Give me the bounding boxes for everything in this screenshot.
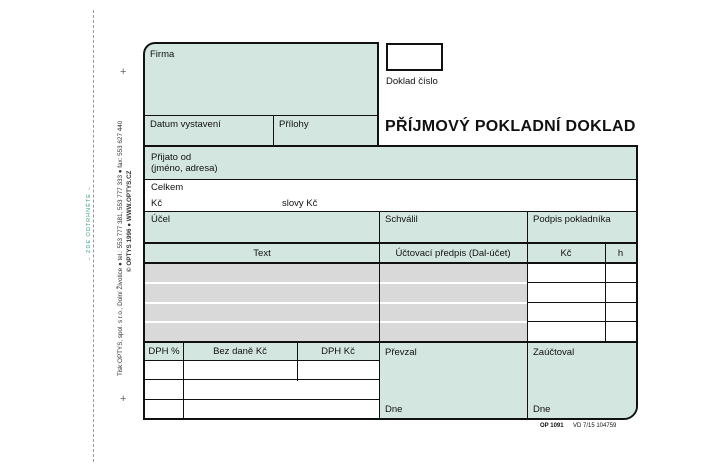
document-title: PŘÍJMOVÝ POKLADNÍ DOKLAD xyxy=(385,118,636,135)
document-number-box[interactable] xyxy=(386,43,443,71)
prilohy-label: Přílohy xyxy=(279,119,309,130)
vat-header-bez-dane: Bez daně Kč xyxy=(213,346,267,357)
document-number-label: Doklad číslo xyxy=(386,76,438,87)
prijato-od-label: Přijato od xyxy=(151,152,192,163)
header-vdivider xyxy=(273,115,274,146)
publisher-info: © OPTYS 1996 ● WWW.OPTYS.CZ xyxy=(126,170,133,272)
plus-mark-bottom: + xyxy=(120,393,127,405)
cut-here-label: → ZDE ODTRHNĚTE ← xyxy=(86,184,92,262)
prevzal-label: Převzal xyxy=(385,347,417,358)
row-line xyxy=(527,282,636,283)
row-line xyxy=(145,399,379,400)
printer-info: Tisk:OPTYS, spol. s r.o., Dolní Životice ● tel.: 553 777 381, 553 777 333 ● fax: 553 627 440 xyxy=(117,120,124,376)
header-divider xyxy=(144,115,378,116)
row-line xyxy=(145,360,379,361)
row-line xyxy=(527,321,636,322)
celkem-label: Celkem xyxy=(151,182,184,193)
zauctoval-label: Zaúčtoval xyxy=(533,347,575,358)
row-line xyxy=(527,302,636,303)
main-form xyxy=(143,145,638,420)
podpis-pokladnika-label: Podpis pokladníka xyxy=(533,214,611,225)
datum-vystaveni-label: Datum vystavení xyxy=(150,119,221,130)
vat-header-dph-pct: DPH % xyxy=(148,346,180,357)
col-line xyxy=(527,211,528,418)
schvalil-label: Schválil xyxy=(385,214,418,225)
form-code: OP 1091 xyxy=(540,423,564,429)
signature-area[interactable] xyxy=(379,341,636,418)
jmeno-adresa-label: (jméno, adresa) xyxy=(151,163,218,174)
row-line xyxy=(145,262,636,264)
row-line xyxy=(145,179,636,180)
form-version: VD 7/15 104759 xyxy=(573,423,617,429)
vat-header-dph-kc: DPH Kč xyxy=(321,346,355,357)
col-header-uctovaci-predpis: Účtovací předpis (Dal-účet) xyxy=(395,248,511,259)
row-line xyxy=(145,379,379,380)
col-line xyxy=(379,243,380,418)
dne-left-label: Dne xyxy=(385,404,403,415)
plus-mark-top: + xyxy=(120,66,127,78)
row-line xyxy=(145,242,636,244)
col-header-text: Text xyxy=(253,248,271,259)
firma-label: Firma xyxy=(150,49,175,60)
col-line xyxy=(379,211,380,243)
vat-body[interactable] xyxy=(145,361,379,418)
tear-off-line xyxy=(93,10,94,462)
col-header-h: h xyxy=(617,248,624,259)
dne-right-label: Dne xyxy=(533,404,551,415)
col-header-kc: Kč xyxy=(560,248,572,259)
ucel-label: Účel xyxy=(151,214,171,225)
slovy-kc-label: slovy Kč xyxy=(282,198,318,209)
company-header-block xyxy=(143,42,379,146)
row-line xyxy=(145,211,636,212)
row-line xyxy=(145,341,636,343)
kc-label: Kč xyxy=(151,198,163,209)
prijato-od-row[interactable] xyxy=(145,147,636,179)
celkem-row[interactable] xyxy=(145,179,636,211)
